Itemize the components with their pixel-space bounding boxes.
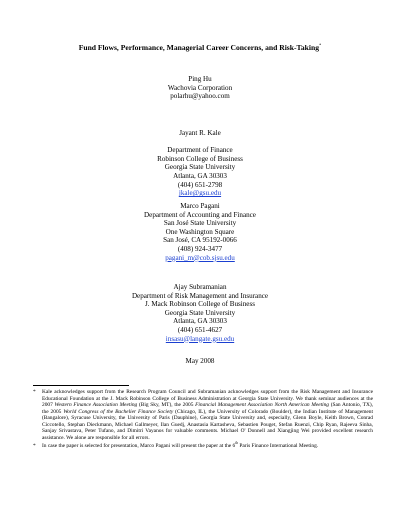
author-phone: (404) 651-2798 [177, 180, 223, 189]
author-name: Ping Hu [188, 75, 212, 83]
author-block [0, 283, 400, 343]
author-email: polarhu@yahoo.com [170, 92, 230, 101]
author-college: Robinson College of Business [157, 154, 243, 163]
footnote-text: Paris Finance International Meeting. [238, 442, 319, 449]
author-phone: (408) 924-3477 [177, 244, 223, 253]
author-university: San José State University [163, 219, 237, 228]
author-college: J. Mack Robinson College of Business [145, 300, 255, 309]
author-department: Department of Finance [167, 146, 233, 155]
footnote-text: (San Antonio, TX), the 2005 [42, 402, 373, 415]
author-department: Department of Risk Management and Insurance [131, 291, 269, 300]
author-affiliation: Wachovia Corporation [167, 83, 233, 92]
footnote-text: (Big Sky, MT), the 2005 [137, 402, 196, 408]
footnotes [33, 389, 373, 451]
paper-date: May 2008 [185, 357, 215, 365]
author-block [0, 202, 400, 262]
author-university: Georgia State University [164, 163, 236, 172]
author-email-link[interactable]: jkale@gsu.edu [178, 189, 222, 198]
author-name: Marco Pagani [180, 202, 220, 210]
footnote-divider [33, 385, 129, 386]
footnote-marker: * [33, 442, 36, 449]
paper-title [0, 43, 400, 52]
author-department: Department of Accounting and Finance [144, 210, 256, 219]
author-phone: (404) 651-4627 [177, 325, 223, 334]
footnote-conference: World Congress of the Bachelier Finance Society [63, 408, 174, 415]
footnote-text: In case the paper is selected for presentation, Marco Pagani will present the paper at the 6 [42, 442, 236, 449]
author-street: One Washington Square [165, 227, 235, 236]
footnote-conference: Western Finance Association Meeting [54, 402, 138, 408]
footnote-marker: * [33, 389, 36, 395]
author-address: San José, CA 95192-0066 [163, 236, 237, 245]
author-university: Georgia State University [164, 308, 236, 317]
footnote-text: Kale acknowledges support from the Research Program Council and Subramanian acknowledges support from the Risk Management and Insurance Educational Foundation at the J. Mack Robinson College of Business Administration at Georgia State University. We thank seminar audiences at the 2007 [42, 389, 373, 408]
footnote-conference: Financial Management Association North American Meeting [195, 402, 329, 408]
paper-title-text: Fund Flows, Performance, Managerial Career Concerns, and Risk-Taking [78, 43, 320, 52]
author-block [0, 75, 400, 101]
author-email-link[interactable]: insasu@langate.gsu.edu [165, 334, 235, 343]
title-footnote-marker: * [319, 42, 322, 48]
footnote-text: (Chicago, IL), the University of Colorado (Boulder), the Indian Institute of Management (Bangalore), Syracuse University, the University of Paris (Dauphine), Georgia State University and, especially, Glenn Boyle, Keith Brown, Conrad Ciccotello, Stephan Dieckmann, Michael Gallmeyer, Ilan Guedj, Anastasia Kartasheva, Sebastien Pouget, Stefan Ruenzi, Chip Ryan, Rajeeva Sinha, Sanjay Srivastava, Peter Tufano, and Dimitri Vayanos for valuable comments. Michael O' Donnell and Xiangjing Wei provided excellent research assistance. We alone are responsible for all errors. [42, 408, 373, 441]
author-name: Ajay Subramanian [173, 283, 227, 291]
footnote-ordinal-suffix: th [235, 440, 239, 445]
author-address: Atlanta, GA 30303 [173, 171, 227, 180]
author-name: Jayant R. Kale [179, 129, 221, 137]
author-address: Atlanta, GA 30303 [173, 317, 227, 326]
footnote-presentation [33, 440, 373, 450]
author-email-link[interactable]: pagani_m@cob.sjsu.edu [165, 253, 235, 262]
author-block [0, 129, 400, 198]
footnote-acknowledgements [33, 389, 373, 441]
